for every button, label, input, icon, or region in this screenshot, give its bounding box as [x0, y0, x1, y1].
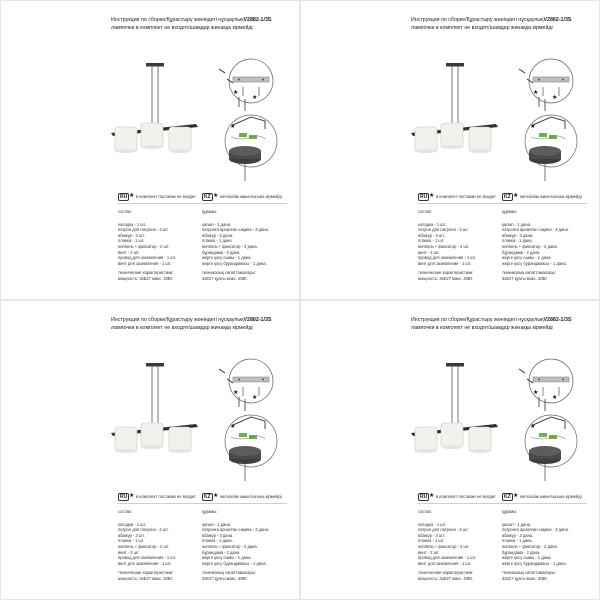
- ru-part-item: провод для заземления - 1 шт.: [118, 255, 177, 261]
- kz-part-item: бұрандама - 2 дана.: [502, 249, 541, 255]
- ru-part-item: патрон для патрона - 3 шт.: [418, 227, 469, 233]
- ru-part-item: ниппель + фиксатор - 2 шт.: [118, 543, 170, 549]
- model-number: V2882-1/3S: [243, 317, 272, 323]
- kz-parts-heading: құрамы:: [502, 509, 518, 514]
- kz-tech-heading: техникалық сипаттамалары:: [202, 270, 256, 276]
- kz-part-item: қалып - 1 дана.: [202, 221, 232, 227]
- instruction-subtitle: лампочки в комплект не входят/шамдар жинаққа кірмейді: [411, 25, 553, 31]
- star-icon: ★: [429, 493, 435, 499]
- ru-parts-column: [118, 209, 176, 282]
- pendant-lamp-icon: [411, 363, 498, 453]
- ru-part-item: провод для заземления - 1 шт.: [418, 255, 477, 261]
- ru-tech-value: мощность: 3xE27 макс. 40Вт.: [418, 275, 474, 281]
- svg-text:★: ★: [530, 124, 536, 130]
- badge-kz: KZ: [204, 194, 211, 200]
- badge-ru: RU: [420, 194, 428, 200]
- mounting-bar-detail-icon: [529, 59, 573, 103]
- ru-part-item: винт - 2 шт.: [418, 549, 440, 555]
- divider: [117, 203, 287, 204]
- ru-parts-column: [418, 509, 476, 582]
- note-kz: жеткізілім жиынтығына кірмейді: [520, 494, 582, 499]
- ru-parts-column: [118, 509, 176, 582]
- ru-part-item: провод для заземления - 1 шт.: [418, 555, 477, 561]
- kz-part-item: ниппель + фиксатор - 2 дана.: [502, 243, 558, 249]
- star-icon: ★: [513, 493, 519, 499]
- pendant-lamp-icon: [111, 63, 198, 153]
- ru-part-item: планка - 1 шт.: [118, 238, 145, 244]
- model-number: V2882-1/3S: [243, 17, 272, 23]
- kz-part-item: қалып - 1 дана.: [502, 221, 532, 227]
- canopy-wiring-detail-icon: [225, 115, 277, 181]
- svg-text:★: ★: [230, 124, 236, 130]
- divider: [417, 503, 587, 504]
- kz-parts-column: [502, 509, 569, 582]
- instruction-sheet: [0, 300, 300, 600]
- ru-parts-column: [418, 209, 476, 282]
- kz-parts-heading: құрамы:: [202, 209, 218, 214]
- title-text: Инструкция по сборке/Құрастыру жөніндегі нұсқаулық: [411, 17, 544, 23]
- kz-part-item: жерге қосу бұрандамасы - 1 дана.: [502, 260, 567, 266]
- kz-parts-column: [202, 509, 269, 582]
- ru-part-item: винт - 2 шт.: [418, 249, 440, 255]
- ru-parts-heading: состав:: [418, 209, 432, 214]
- ru-part-item: винт для заземления - 1 шт.: [118, 260, 172, 266]
- svg-text:★: ★: [552, 95, 558, 101]
- title-text: Инструкция по сборке/Құрастыру жөніндегі нұсқаулық: [411, 317, 544, 323]
- ru-part-item: планка - 1 шт.: [418, 238, 445, 244]
- svg-text:★: ★: [233, 390, 239, 396]
- svg-text:★: ★: [530, 424, 536, 430]
- divider: [117, 503, 287, 504]
- ru-tech-value: мощность: 3xE27 макс. 40Вт.: [418, 575, 474, 581]
- kz-part-item: патронға арналған сақина - 3 дана.: [502, 527, 569, 533]
- ru-tech-heading: технические характеристики:: [418, 570, 474, 576]
- divider: [417, 203, 587, 204]
- kz-tech-value: 3xE27 қуаты макс. 40Вт.: [202, 575, 248, 581]
- kz-part-item: абажур - 3 дана.: [502, 232, 534, 238]
- ru-part-item: винт - 2 шт.: [118, 549, 140, 555]
- kz-part-item: қалып - 1 дана.: [202, 521, 232, 527]
- kz-part-item: планка - 1 дана.: [202, 538, 233, 544]
- ru-part-item: колодка - 1 шт.: [118, 521, 147, 527]
- instruction-subtitle: лампочки в комплект не входят/шамдар жинаққа кірмейді: [111, 25, 253, 31]
- ru-part-item: винт для заземления - 1 шт.: [418, 560, 472, 566]
- kz-part-item: планка - 1 дана.: [502, 538, 533, 544]
- kz-part-item: патронға арналған сақина - 3 дана.: [202, 527, 269, 533]
- kz-part-item: абажур - 3 дана.: [202, 232, 234, 238]
- ru-part-item: колодка - 1 шт.: [118, 221, 147, 227]
- kz-part-item: жерге қосу сымы - 1 дана.: [202, 255, 252, 261]
- title-text: Инструкция по сборке/Құрастыру жөніндегі нұсқаулық: [111, 17, 244, 23]
- mounting-bar-detail-icon: [529, 359, 573, 403]
- instruction-subtitle: лампочки в комплект не входят/шамдар жинаққа кірмейді: [411, 325, 553, 331]
- instruction-sheet: [300, 0, 600, 300]
- star-icon: ★: [513, 193, 519, 199]
- kz-parts-column: [202, 209, 269, 282]
- kz-part-item: жерге қосу сымы - 1 дана.: [202, 555, 252, 561]
- note-kz: жеткізілім жиынтығына кірмейді: [220, 194, 282, 199]
- ru-tech-heading: технические характеристики:: [418, 270, 474, 276]
- ru-part-item: патрон для патрона - 3 шт.: [418, 527, 469, 533]
- kz-part-item: бұрандама - 2 дана.: [502, 549, 541, 555]
- svg-text:★: ★: [233, 90, 239, 96]
- badge-kz: KZ: [504, 494, 511, 500]
- kz-part-item: планка - 1 дана.: [502, 238, 533, 244]
- instruction-sheet: [300, 300, 600, 600]
- model-number: V2882-1/3S: [543, 17, 572, 23]
- kz-part-item: бұрандама - 2 дана.: [202, 549, 241, 555]
- kz-tech-heading: техникалық сипаттамалары:: [202, 570, 256, 576]
- ru-part-item: винт для заземления - 1 шт.: [118, 560, 172, 566]
- kz-part-item: ниппель + фиксатор - 2 дана.: [202, 243, 258, 249]
- note-ru: в комплект поставки не входит: [136, 494, 196, 499]
- note-ru: в комплект поставки не входит: [136, 194, 196, 199]
- kz-parts-heading: құрамы:: [202, 509, 218, 514]
- kz-part-item: абажур - 3 дана.: [502, 532, 534, 538]
- canopy-wiring-detail-icon: [525, 415, 577, 481]
- ru-parts-heading: состав:: [118, 509, 132, 514]
- ru-part-item: винт - 2 шт.: [118, 249, 140, 255]
- svg-text:★: ★: [533, 390, 539, 396]
- kz-tech-value: 3xE27 қуаты макс. 40Вт.: [202, 275, 248, 281]
- kz-tech-heading: техникалық сипаттамалары:: [502, 270, 556, 276]
- ru-part-item: абажур - 3 шт.: [418, 232, 445, 238]
- ru-part-item: абажур - 3 шт.: [118, 532, 145, 538]
- kz-tech-heading: техникалық сипаттамалары:: [502, 570, 556, 576]
- ru-part-item: планка - 1 шт.: [418, 538, 445, 544]
- kz-part-item: жерге қосу бұрандамасы - 1 дана.: [202, 260, 267, 266]
- canopy-wiring-detail-icon: [525, 115, 577, 181]
- kz-part-item: планка - 1 дана.: [202, 238, 233, 244]
- ru-part-item: колодка - 1 шт.: [418, 521, 447, 527]
- ru-part-item: провод для заземления - 1 шт.: [118, 555, 177, 561]
- kz-part-item: абажур - 3 дана.: [202, 532, 234, 538]
- kz-part-item: қалып - 1 дана.: [502, 521, 532, 527]
- kz-part-item: жерге қосу бұрандамасы - 1 дана.: [502, 560, 567, 566]
- pendant-lamp-icon: [411, 63, 498, 153]
- ru-part-item: ниппель + фиксатор - 2 шт.: [418, 243, 470, 249]
- kz-part-item: жерге қосу сымы - 1 дана.: [502, 255, 552, 261]
- ru-parts-heading: состав:: [418, 509, 432, 514]
- kz-tech-value: 3xE27 қуаты макс. 40Вт.: [502, 575, 548, 581]
- badge-ru: RU: [120, 494, 128, 500]
- star-icon: ★: [213, 193, 219, 199]
- mounting-bar-detail-icon: [229, 359, 273, 403]
- star-icon: ★: [213, 493, 219, 499]
- badge-ru: RU: [120, 194, 128, 200]
- kz-part-item: жерге қосу бұрандамасы - 1 дана.: [202, 560, 267, 566]
- ru-tech-heading: технические характеристики:: [118, 270, 174, 276]
- kz-part-item: бұрандама - 2 дана.: [202, 249, 241, 255]
- note-kz: жеткізілім жиынтығына кірмейді: [520, 194, 582, 199]
- ru-part-item: абажур - 3 шт.: [418, 532, 445, 538]
- kz-part-item: жерге қосу сымы - 1 дана.: [502, 555, 552, 561]
- ru-part-item: ниппель + фиксатор - 2 шт.: [418, 543, 470, 549]
- kz-tech-value: 3xE27 қуаты макс. 40Вт.: [502, 275, 548, 281]
- svg-text:★: ★: [252, 395, 258, 401]
- badge-kz: KZ: [504, 194, 511, 200]
- instruction-sheet: [0, 0, 300, 300]
- kz-part-item: патронға арналған сақина - 3 дана.: [202, 227, 269, 233]
- ru-part-item: ниппель + фиксатор - 2 шт.: [118, 243, 170, 249]
- ru-part-item: патрон для патрона - 3 шт.: [118, 227, 169, 233]
- model-number: V2882-1/3S: [543, 317, 572, 323]
- mounting-bar-detail-icon: [229, 59, 273, 103]
- svg-text:★: ★: [252, 95, 258, 101]
- ru-part-item: планка - 1 шт.: [118, 538, 145, 544]
- canopy-wiring-detail-icon: [225, 415, 277, 481]
- ru-part-item: винт для заземления - 1 шт.: [418, 260, 472, 266]
- badge-ru: RU: [420, 494, 428, 500]
- badge-kz: KZ: [204, 494, 211, 500]
- ru-tech-value: мощность: 3xE27 макс. 40Вт.: [118, 275, 174, 281]
- title-text: Инструкция по сборке/Құрастыру жөніндегі нұсқаулық: [111, 317, 244, 323]
- star-icon: ★: [129, 493, 135, 499]
- svg-text:★: ★: [230, 424, 236, 430]
- svg-text:★: ★: [533, 90, 539, 96]
- kz-part-item: ниппель + фиксатор - 2 дана.: [202, 543, 258, 549]
- note-kz: жеткізілім жиынтығына кірмейді: [220, 494, 282, 499]
- ru-tech-heading: технические характеристики:: [118, 570, 174, 576]
- ru-tech-value: мощность: 3xE27 макс. 40Вт.: [118, 575, 174, 581]
- ru-parts-heading: состав:: [118, 209, 132, 214]
- pendant-lamp-icon: [111, 363, 198, 453]
- star-icon: ★: [429, 193, 435, 199]
- ru-part-item: патрон для патрона - 3 шт.: [118, 527, 169, 533]
- kz-parts-column: [502, 209, 569, 282]
- ru-part-item: абажур - 3 шт.: [118, 232, 145, 238]
- kz-part-item: патронға арналған сақина - 3 дана.: [502, 227, 569, 233]
- kz-parts-heading: құрамы:: [502, 209, 518, 214]
- ru-part-item: колодка - 1 шт.: [418, 221, 447, 227]
- kz-part-item: ниппель + фиксатор - 2 дана.: [502, 543, 558, 549]
- note-ru: в комплект поставки не входит: [436, 494, 496, 499]
- note-ru: в комплект поставки не входит: [436, 194, 496, 199]
- star-icon: ★: [129, 193, 135, 199]
- instruction-subtitle: лампочки в комплект не входят/шамдар жинаққа кірмейді: [111, 325, 253, 331]
- svg-text:★: ★: [552, 395, 558, 401]
